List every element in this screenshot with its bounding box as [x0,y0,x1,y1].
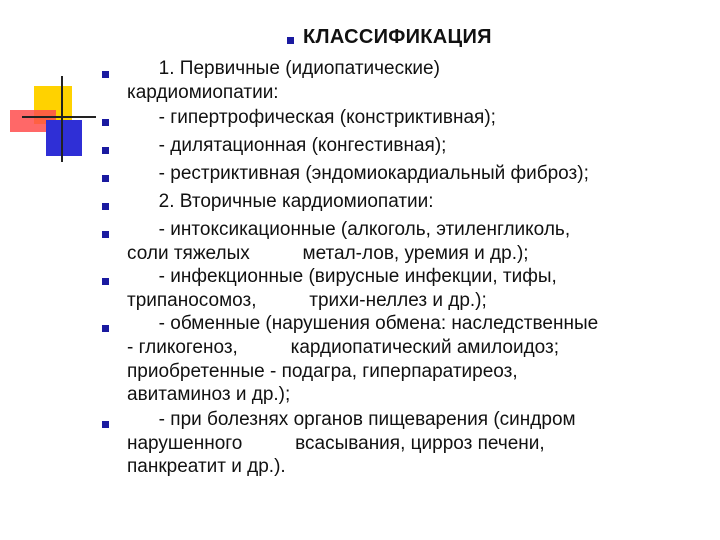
decor-horizontal-line [22,116,96,118]
text-line: приобретенные - подагра, гиперпаратиреоз, [127,361,518,382]
text-line: авитаминоз и др.); [127,384,291,405]
text-line: - гликогеноз, кардиопатический амилоидоз; [127,337,559,358]
bullet-icon [102,71,109,78]
bullet-icon [102,119,109,126]
text-line: - обменные (нарушения обмена: наследственные [127,313,599,334]
decor-blue-square [46,120,82,156]
slide-title: КЛАССИФИКАЦИЯ [303,26,492,48]
bullet-icon [102,175,109,182]
text-line: 1. Первичные (идиопатические) [127,58,440,79]
text-line: кардиомиопатии: [127,82,279,103]
text-line: трипаносомоз, трихи-неллез и др.); [127,290,487,311]
bullet-icon [102,231,109,238]
bullet-icon [102,203,109,210]
text-line: - интоксикационные (алкоголь, этиленгликоль, [127,219,571,240]
bullet-icon [102,147,109,154]
text-line: нарушенного всасывания, цирроз печени, [127,433,545,454]
text-line: соли тяжелых метал-лов, уремия и др.); [127,243,529,264]
text-line: панкреатит и др.). [127,456,286,477]
text-line: - при болезнях органов пищеварения (синдром [127,409,576,430]
bullet-icon [102,325,109,332]
text-line: - рестриктивная (эндомиокардиальный фиброз); [127,163,589,184]
text-line: - инфекционные (вирусные инфекции, тифы, [127,266,557,287]
decor-vertical-line [61,76,63,162]
text-line: - дилятационная (конгестивная); [127,135,447,156]
bullet-icon [287,37,294,44]
bullet-icon [102,421,109,428]
text-line: - гипертрофическая (констриктивная); [127,107,496,128]
bullet-icon [102,278,109,285]
text-line: 2. Вторичные кардиомиопатии: [127,191,434,212]
